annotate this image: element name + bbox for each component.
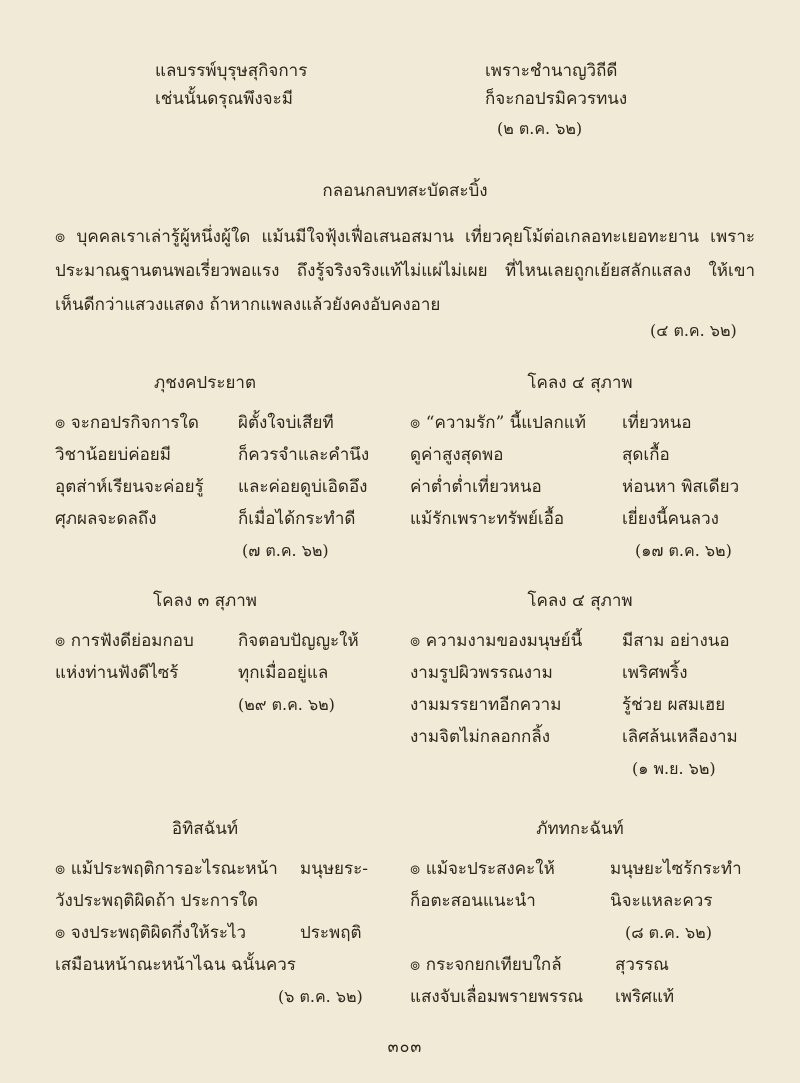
khlong4b-line-1a: ๏ ความงามของมนุษย์นี้ bbox=[410, 631, 583, 651]
khlong-mirror-line-2b: เพริศแท้ bbox=[615, 987, 675, 1007]
bhujong-line-1b: ผิตั้งใจบ่เสียที bbox=[238, 413, 334, 433]
inthira-date: (๖ ต.ค. ๖๒) bbox=[278, 987, 363, 1006]
inthira-line-2a: วังประพฤติผิดถ้า ประการใด bbox=[55, 891, 259, 911]
page-number: ๓๐๓ bbox=[387, 1037, 423, 1056]
khlong4a-line-2b: สุดเกื้อ bbox=[622, 445, 670, 465]
khlong3-date: (๒๙ ต.ค. ๖๒) bbox=[238, 695, 335, 714]
bhujong-title: ภุชงคประยาต bbox=[153, 373, 257, 393]
khlong4a-line-3b: ห่อนหา พิสเดียว bbox=[622, 477, 740, 497]
bhujong-line-1a: ๏ จะกอปรกิจการใด bbox=[55, 413, 199, 433]
inthira-line-4a: เสมือนหน้าณะหน้าไฉน ฉนั้นควร bbox=[55, 955, 296, 975]
khlong4b-line-3b: รู้ช่วย ผสมเฮย bbox=[622, 695, 726, 715]
bhujong-line-3a: อุตส่าห์เรียนจะค่อยรู้ bbox=[55, 477, 204, 497]
bhujong-line-3b: และค่อยดูบ่เอิดอึง bbox=[238, 477, 368, 497]
bhujong-line-2a: วิชาน้อยบ่ค่อยมี bbox=[55, 445, 171, 465]
phatthaka-line-2b: นิจะแหละควร bbox=[610, 891, 713, 911]
khlong4a-line-3a: ค่าต่ำต่ำเที่ยวหนอ bbox=[410, 477, 542, 497]
khlong4a-line-2a: ดูค่าสูงสุดพอ bbox=[410, 445, 504, 465]
khlong-mirror-line-1b: สุวรรณ bbox=[615, 955, 669, 975]
khlong4a-line-1a: ๏ “ความรัก” นี้แปลกแท้ bbox=[410, 413, 586, 433]
phatthaka-line-1b: มนุษยะไซร้กระทำ bbox=[610, 859, 742, 879]
bhujong-line-4b: ก็เมื่อได้กระทำดี bbox=[238, 509, 356, 529]
khlong4b-line-2b: เพริศพริ้ง bbox=[622, 663, 688, 683]
inthira-line-1b: มนุษยระ- bbox=[300, 859, 368, 879]
khlong4b-title: โคลง ๔ สุภาพ bbox=[527, 591, 633, 611]
phatthaka-line-1a: ๏ แม้จะประสงคะให้ bbox=[410, 859, 555, 879]
inthira-line-1a: ๏ แม้ประพฤติการอะไรณะหน้า bbox=[55, 859, 278, 879]
khlong-mirror-line-1a: ๏ กระจกยกเทียบใกล้ bbox=[410, 955, 562, 975]
inthira-title: อิทิสฉันท์ bbox=[171, 819, 239, 839]
phatthaka-title: ภัททกะฉันท์ bbox=[536, 819, 624, 839]
khlong3-line-2b: ทุกเมื่ออยู่แล bbox=[238, 663, 329, 683]
khlong3-line-2a: แห่งท่านฟังดีไซร้ bbox=[55, 663, 179, 683]
kaplon-date: (๔ ต.ค. ๖๒) bbox=[650, 321, 737, 340]
khlong-mirror-line-2a: แสงจับเลื่อมพรายพรรณ bbox=[410, 987, 584, 1007]
khlong4a-date: (๑๗ ต.ค. ๖๒) bbox=[635, 541, 732, 560]
kaplon-text: ๏ บุคคลเราเล่ารู้ผู้หนึ่งผู้ใด แม้นมีใจฟุ้งเฟื่อเสนอสมาน เที่ยวคุยโม้ต่อเกลอทะเยอทะยาน เพราะประมาณฐานตนพอเรี่ยวพอแรง ถึงรู้จริงจริงแท้ไม่แผ่ไม่เผย ที่ไหนเลยถูกเย้ยสลักแสลง ให้เขาเห็นดีกว่าแสวงแสดง ถ้าหากแพลงแล้วยังคงอับคงอาย bbox=[55, 227, 755, 315]
kaplon-title: กลอนกลบทสะบัดสะบิ้ง bbox=[322, 181, 488, 201]
inthira-line-3b: ประพฤติ bbox=[300, 923, 362, 943]
bhujong-line-2b: ก็ควรจำและคำนึง bbox=[238, 445, 370, 465]
khlong4a-title: โคลง ๔ สุภาพ bbox=[527, 373, 633, 393]
bhujong-line-4a: ศุภผลจะดลถึง bbox=[55, 509, 157, 529]
khlong3-line-1a: ๏ การฟังดีย่อมกอบ bbox=[55, 631, 194, 651]
khlong4b-line-4b: เลิศล้นเหลืองาม bbox=[622, 727, 738, 747]
bhujong-date: (๗ ต.ค. ๖๒) bbox=[242, 541, 329, 560]
khlong4a-line-1b: เที่ยวหนอ bbox=[622, 413, 692, 433]
khlong4b-line-2a: งามรูปผิวพรรณงาม bbox=[410, 663, 553, 683]
top-left-line-1: แลบรรพ์บุรุษสุกิจการ bbox=[155, 61, 308, 81]
khlong3-title: โคลง ๓ สุภาพ bbox=[153, 591, 257, 611]
khlong4a-line-4a: แม้รักเพราะทรัพย์เอื้อ bbox=[410, 509, 565, 529]
phatthaka-line-2a: ก็อตะสอนแนะนำ bbox=[410, 891, 536, 911]
inthira-line-3a: ๏ จงประพฤติผิดกึ่งให้ระไว bbox=[55, 923, 247, 943]
khlong4b-line-4a: งามจิตไม่กลอกกลิ้ง bbox=[410, 727, 551, 747]
khlong4b-line-3a: งามมรรยาทอีกความ bbox=[410, 695, 562, 715]
top-right-line-2: ก็จะกอปรมิควรทนง bbox=[485, 89, 628, 109]
top-left-line-2: เช่นนั้นดรุณพึงจะมี bbox=[155, 89, 293, 109]
phatthaka-date: (๘ ต.ค. ๖๒) bbox=[625, 923, 712, 942]
top-right-line-1: เพราะชำนาญวิถีดี bbox=[485, 61, 618, 81]
khlong3-line-1b: กิจตอบปัญญะให้ bbox=[238, 631, 359, 651]
khlong4b-line-1b: มีสาม อย่างนอ bbox=[622, 631, 730, 651]
khlong4b-date: (๑ พ.ย. ๖๒) bbox=[632, 759, 716, 778]
khlong4a-line-4b: เยี่ยงนี้คนลวง bbox=[622, 509, 719, 529]
top-date: (๒ ต.ค. ๖๒) bbox=[497, 119, 583, 138]
